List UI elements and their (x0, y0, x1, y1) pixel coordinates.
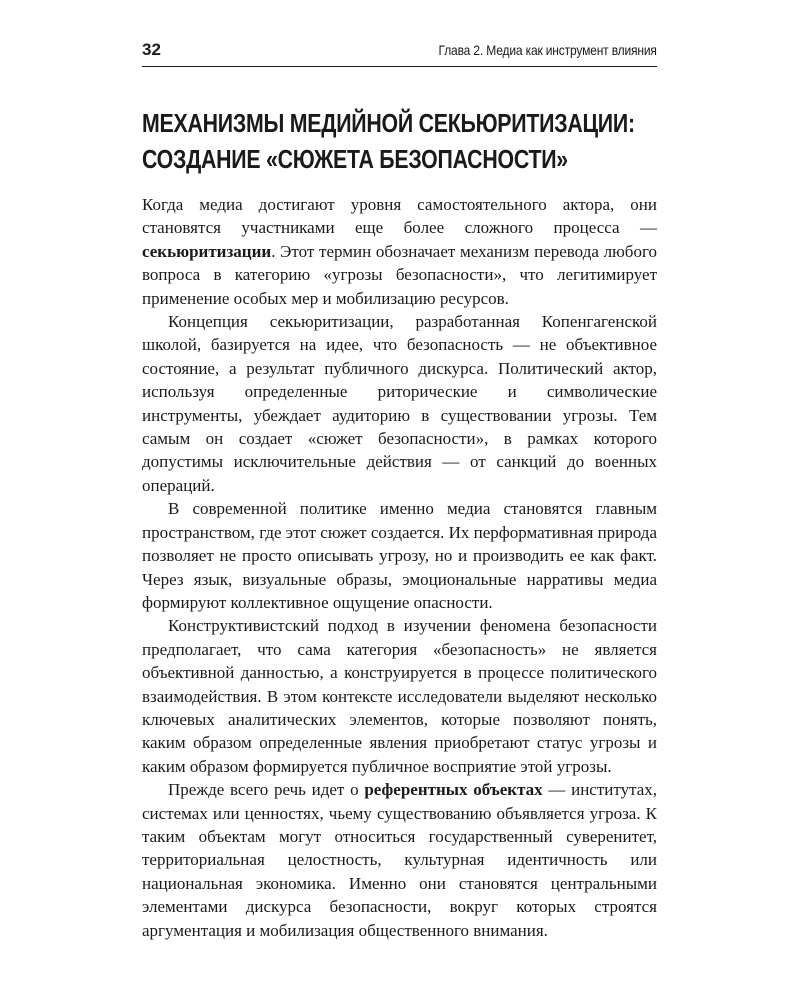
paragraph-1-text-end: . Этот термин обозначает механизм перевода любого вопроса в категорию «угрозы безопасности», что легитимирует применение особых мер и мобилизацию ресурсов. (142, 241, 657, 308)
section-heading (142, 105, 657, 177)
chapter-title: Глава 2. Медиа как инструмент влияния (438, 42, 657, 58)
running-header (142, 40, 657, 67)
paragraph-1 (142, 193, 657, 310)
paragraph-5-text-start: Прежде всего речь идет о (168, 780, 365, 800)
paragraph-5-text-end: — институтах, системах или ценностях, чьему существованию объявляется угроза. К таким объектам могут относиться государственный суверенитет, территориальная целостность, культурная идентичность или национальная экономика. Именно они становятся центральными элементами дискурса безопасности, вокруг которых строятся аргументация и мобилизация общественного внимания. (142, 780, 658, 940)
paragraph-3: В современной политике именно медиа становятся главным пространством, где этот сюжет создается. Их перформативная природа позволяет не просто описывать угрозу, но и производить ее как факт. Через язык, визуальные образы, эмоциональные нарративы медиа формируют коллективное ощущение опасности. (142, 499, 657, 612)
paragraph-1-text-start: Когда медиа достигают уровня самостоятельного актора, они становятся участниками еще более сложного процесса — (142, 195, 657, 238)
section-heading-line-2: СОЗДАНИЕ «СЮЖЕТА БЕЗОПАСНОСТИ» (142, 144, 568, 174)
page-number: 32 (142, 40, 161, 59)
paragraph-5 (142, 778, 657, 942)
book-page (142, 40, 657, 942)
paragraph-2: Концепция секьюритизации, разработанная Копенгагенской школой, базируется на идее, что безопасность — не объективное состояние, а результат публичного дискурса. Политический актор, используя определенные риторические и символические инструменты, убеждает аудиторию в существовании угрозы. Тем самым он создает «сюжет безопасности», в рамках которого допустимы исключительные действия — от санкций до военных операций. (142, 312, 657, 495)
section-heading-line-1: МЕХАНИЗМЫ МЕДИЙНОЙ СЕКЬЮРИТИЗАЦИИ: (142, 108, 635, 138)
term-referent-objects: референтных объектах (364, 780, 543, 800)
body-text (142, 193, 657, 942)
term-securitization: секьюритизации (142, 241, 272, 261)
paragraph-4: Конструктивистский подход в изучении феномена безопасности предполагает, что сама категория «безопасность» не является объективной данностью, а конструируется в процессе политического взаимодействия. В этом контексте исследователи выделяют несколько ключевых аналитических элементов, которые позволяют понять, каким образом определенные явления приобретают статус угрозы и каким образом формируется публичное восприятие этой угрозы. (142, 616, 657, 776)
